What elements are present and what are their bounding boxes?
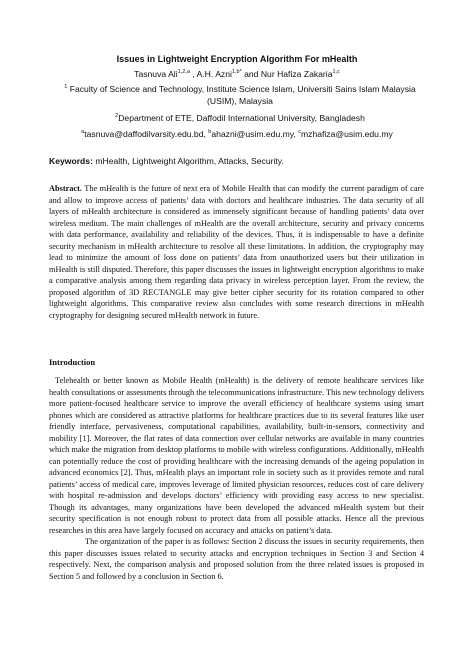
affiliation-1 <box>60 84 420 107</box>
affiliation-2-text: Department of ETE, Daffodil International University, Bangladesh <box>118 113 365 123</box>
affiliation-1-text: Faculty of Science and Technology, Institute Science Islam, Universiti Sains Islam Malaysia (USIM), Malaysia <box>67 84 416 106</box>
abstract-paragraph <box>49 183 424 321</box>
email-separator-1: , <box>203 129 209 139</box>
introduction-paragraph-1: Telehealth or better known as Mobile Health (mHealth) is the delivery of remote healthcare services like health consultations or assessments through the telecommunications infrastructure. This new technology delivers more patient-focused healthcare service to improve the overall efficiency of healthcare systems using smart phones which are considered as attractive platforms for healthcare practices due to its several features like user friendly interface, pervasiveness, computational capabilities, availability, built-in-sensors, connectivity and mobility [1]. Moreover, the flat rates of data connection over cellular networks are available in many countries which make the migration from desktop platforms to mobile with wireless configurations. Additionally, mHealth can potentially reduce the cost of providing healthcare with the increasing demands of the ageing population in advanced economics [2]. Thus, mHealth plays an important role in society such as it provides remote and rural patients’ access of medical care, improves leverage of limited physician resources, reduces cost of care delivery with hospital re-admission and develops doctors’ efficiency with providing easy access to new specialist. Though its advantages, many organizations have been developed the advanced mHealth system but their security specification is not enough robust to protect data from all possible attacks. Hence all the previous researches in this area have largely focused on accuracy and attacks on patient’s data. <box>49 376 424 535</box>
affiliation-2 <box>60 113 420 125</box>
author-1-name: Tasnuva Ali <box>134 69 178 79</box>
author-emails <box>0 129 474 139</box>
affiliation-2-superscript: 2 <box>115 113 119 120</box>
email-b-superscript: b <box>208 129 212 136</box>
email-a-superscript: a <box>81 129 85 136</box>
affiliation-1-superscript: 1 <box>64 84 68 91</box>
introduction-paragraph-2: The organization of the paper is as follows: Section 2 discuss the issues in security requirements, then this paper discusses issues related to security attacks and encryption techniques in Section 3 and Section 4 respectively. Next, the comparison analysis and proposed solution from the three related issues is proposed in Section 5 and followed by a conclusion in Section 6. <box>49 537 424 581</box>
author-3-name: and Nur Hafiza Zakaria <box>241 69 333 79</box>
abstract-label: Abstract. <box>49 184 82 193</box>
author-1-superscript: 1,2,a <box>177 69 190 76</box>
email-c-superscript: c <box>298 129 301 136</box>
author-list <box>0 69 474 79</box>
author-2-name: , A.H. Azni <box>189 69 232 79</box>
keywords-text: mHealth, Lightweight Algorithm, Attacks, Security. <box>92 156 284 166</box>
paper-title: Issues in Lightweight Encryption Algorithm For mHealth <box>116 54 358 64</box>
keywords-line <box>49 156 284 166</box>
introduction-body <box>49 375 424 582</box>
email-a: tasnuva@daffodilvarsity.edu.bd <box>84 129 204 139</box>
email-c: mzhafiza@usim.edu.my <box>300 129 393 139</box>
introduction-heading: Introduction <box>49 357 96 367</box>
email-separator-2: , <box>293 129 299 139</box>
author-2-superscript: 1,b* <box>231 69 242 76</box>
abstract-text: The mHealth is the future of next era of Mobile Health that can modify the current paradigm of care and allow to improve access of patients’ data with doctors and healthcare industries. The data security of all layers of mHealth architecture is considered as immensely significant because of handling patients’ data over wireless medium. The main challenges of mHealth are the overall architecture, security and privacy concerns with data performance, availability and reliability of the devices. Thus, it is indispensable to have a definite security mechanism in mHealth architecture to resolve all these limitations. In addition, the cryptography may lead to minimize the amount of loss done on patients’ data from unauthorized users but their utilization in mHealth is still disputed. Therefore, this paper discusses the issues in lightweight encryption algorithms to make a comparative analysis among them regarding data privacy in wireless perception layer. From the review, the proposed algorithm of 3D RECTANGLE may give better cipher security for its rotation compared to other lightweight algorithms. This comparative review also concludes with some research directions in mHealth cryptography for designing secured mHealth network in future. <box>49 184 424 320</box>
email-b: ahazni@usim.edu.my <box>211 129 294 139</box>
author-3-superscript: 1,c <box>332 69 340 76</box>
keywords-label: Keywords: <box>49 156 93 166</box>
